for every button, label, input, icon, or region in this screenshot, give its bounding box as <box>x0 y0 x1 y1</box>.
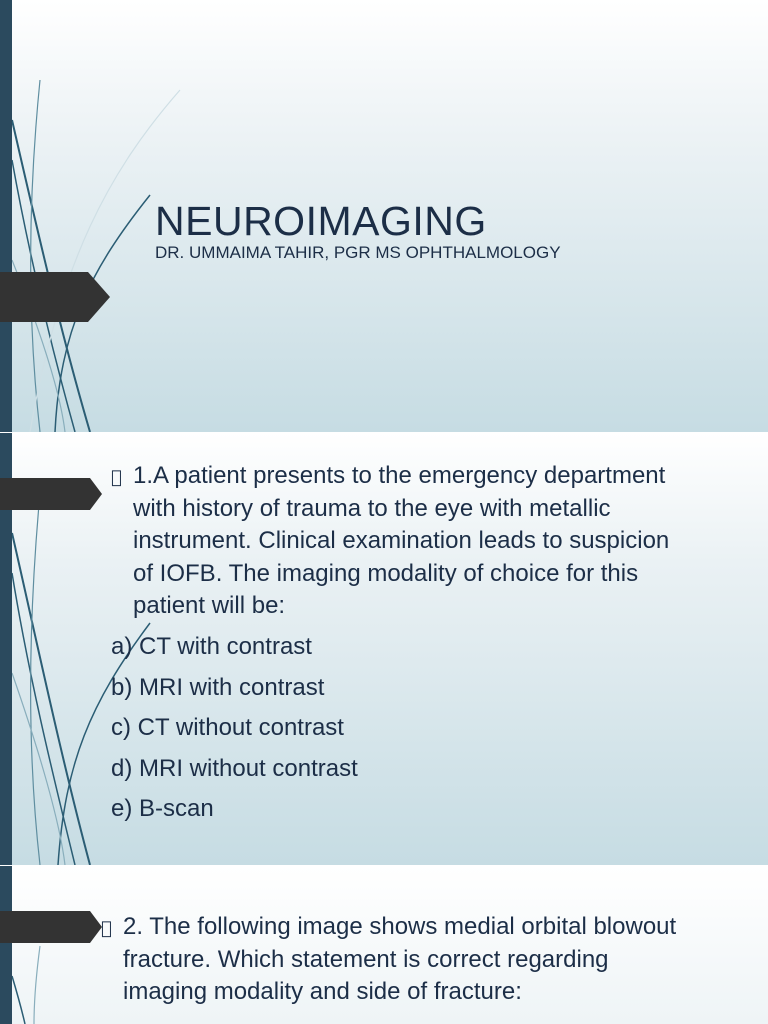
option-d: d) MRI without contrast <box>111 754 358 782</box>
bullet-icon <box>101 913 112 946</box>
answer-options <box>111 627 358 830</box>
presentation-title: NEUROIMAGING <box>155 198 487 244</box>
option-c: c) CT without contrast <box>111 714 344 741</box>
slide-marker-arrow <box>0 911 102 943</box>
left-accent-bar <box>0 0 12 432</box>
left-accent-bar <box>0 866 12 1024</box>
title-slide <box>0 0 768 432</box>
option-b: b) MRI with contrast <box>111 673 325 701</box>
option-e: e) B-scan <box>111 795 214 822</box>
bullet-icon <box>111 462 122 495</box>
presentation-subtitle: DR. UMMAIMA TAHIR, PGR MS OPHTHALMOLOGY <box>155 243 561 262</box>
question-text: 1.A patient presents to the emergency department with history of trauma to the eye with metallic instrument. Clinical examination leads to suspicion of IOFB. The imaging modality of choice for this patient will be: <box>133 462 670 619</box>
slide-marker-arrow <box>0 478 102 510</box>
question-block <box>111 460 761 860</box>
question-text: 2. The following image shows medial orbital blowout fracture. Which statement is correct regarding imaging modality and side of fracture: <box>123 913 677 1005</box>
option-a: a) CT with contrast <box>111 633 312 660</box>
slide-marker-arrow <box>0 272 110 322</box>
question-slide-2 <box>0 866 768 1024</box>
question-block <box>101 911 761 1023</box>
question-slide-1 <box>0 433 768 865</box>
